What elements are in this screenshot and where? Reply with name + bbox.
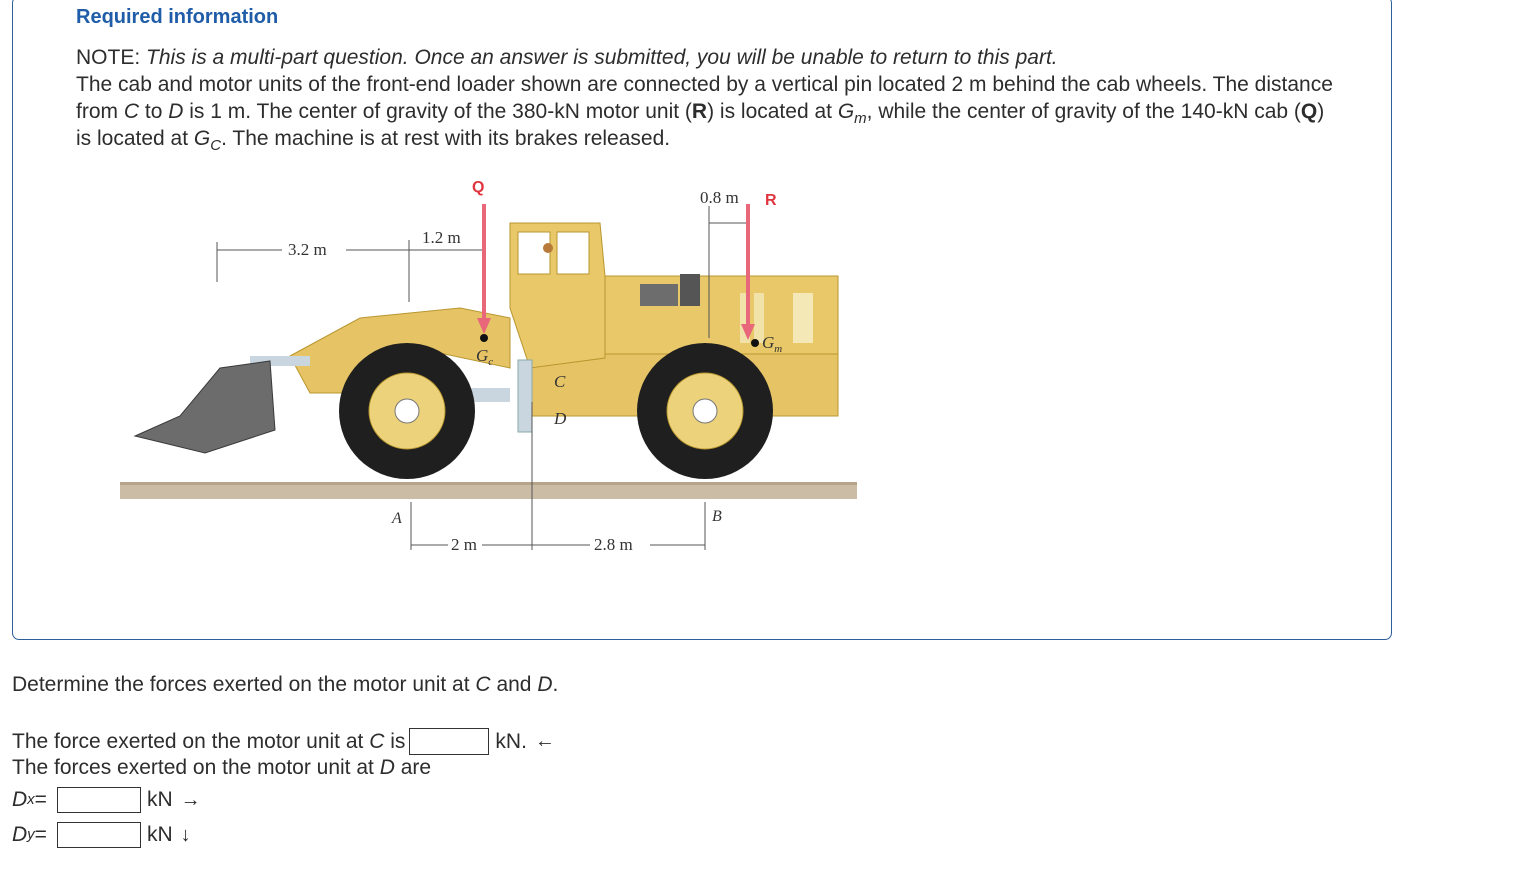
bucket	[135, 361, 275, 453]
problem-text-part: ) is located at	[707, 100, 832, 123]
answer-c-unit: kN.	[495, 729, 527, 753]
var-c: C	[369, 729, 385, 753]
var-r: R	[691, 100, 708, 123]
front-end-loader-figure	[110, 168, 870, 568]
var-gc-sub: C	[210, 137, 222, 154]
problem-text-part: , while the center of gravity of the 140-kN cab (	[866, 100, 1301, 123]
answer-c-label-is: is	[390, 729, 406, 753]
label-c: C	[554, 372, 566, 391]
dim-3-2m: 3.2 m	[288, 240, 327, 259]
label-b: B	[712, 508, 722, 525]
var-gm: G	[837, 100, 855, 123]
dx-label: D	[12, 788, 28, 811]
answer-d-label: The forces exerted on the motor unit at	[12, 756, 374, 779]
answer-d-label-are: are	[400, 756, 432, 779]
answer-row-d-label	[12, 756, 431, 780]
answer-dy-input[interactable]	[57, 822, 141, 848]
answer-dx-input[interactable]	[57, 787, 141, 813]
note-text: This is a multi-part question. Once an answer is submitted, you will be unable to return to this part.	[146, 46, 1058, 69]
question-text	[12, 673, 558, 697]
problem-text-part: is 1 m. The center of gravity of the 380-kN motor unit (	[189, 100, 692, 123]
arrow-right-icon: →	[180, 788, 201, 811]
label-q: Q	[472, 179, 485, 196]
pin-connection	[518, 360, 532, 432]
question-part: and	[496, 673, 532, 696]
problem-text	[76, 71, 1336, 152]
answer-row-c	[12, 728, 555, 755]
arrow-left-icon: ←	[534, 730, 555, 752]
var-q: Q	[1300, 100, 1318, 123]
problem-text-part: The cab and motor units of the front-end loader shown are connected by a vertical pin located 2 m behind the cab wheels. The distance from	[76, 73, 1333, 123]
front-wheel	[339, 343, 475, 479]
label-d: D	[554, 409, 567, 428]
note-line	[76, 44, 1336, 71]
problem-text-part: ) is located at	[76, 100, 1325, 150]
var-gm-sub: m	[854, 110, 867, 127]
answer-row-dx: D x = kN →	[12, 788, 201, 811]
label-gc: $G_c$	[476, 346, 494, 368]
problem-statement	[76, 44, 1336, 152]
dx-equals: =	[34, 788, 47, 811]
rear-wheel	[637, 343, 773, 479]
cg-cab-point	[480, 334, 488, 342]
dy-equals: =	[34, 823, 47, 846]
var-c: C	[123, 100, 140, 123]
label-a: A	[392, 510, 402, 527]
arrow-down-icon: ↓	[180, 823, 191, 846]
cg-motor-point	[751, 339, 759, 347]
note-label: NOTE:	[76, 46, 141, 69]
var-c: C	[475, 673, 491, 696]
dy-unit: kN	[146, 823, 173, 846]
answer-c-input[interactable]	[409, 728, 489, 755]
problem-text-part: . The machine is at rest with its brakes released.	[221, 127, 671, 150]
dim-1-2m: 1.2 m	[422, 228, 461, 247]
required-information-title: Required information	[76, 6, 279, 28]
question-part: .	[552, 673, 559, 696]
label-gm: $G_m$	[762, 333, 783, 355]
answer-row-dy: D y = kN ↓	[12, 823, 191, 846]
dx-unit: kN	[146, 788, 173, 811]
var-gc: G	[193, 127, 211, 150]
var-d: D	[379, 756, 395, 779]
question-part: Determine the forces exerted on the motor unit at	[12, 673, 470, 696]
problem-text-part: to	[144, 100, 163, 123]
dim-0-8m: 0.8 m	[700, 188, 739, 207]
dim-2m: 2 m	[451, 535, 477, 554]
answer-c-label: The force exerted on the motor unit at	[12, 729, 364, 753]
var-d: D	[168, 100, 184, 123]
var-d: D	[537, 673, 553, 696]
label-r: R	[765, 192, 777, 209]
dim-2-8m: 2.8 m	[594, 535, 633, 554]
dy-label: D	[12, 823, 28, 846]
